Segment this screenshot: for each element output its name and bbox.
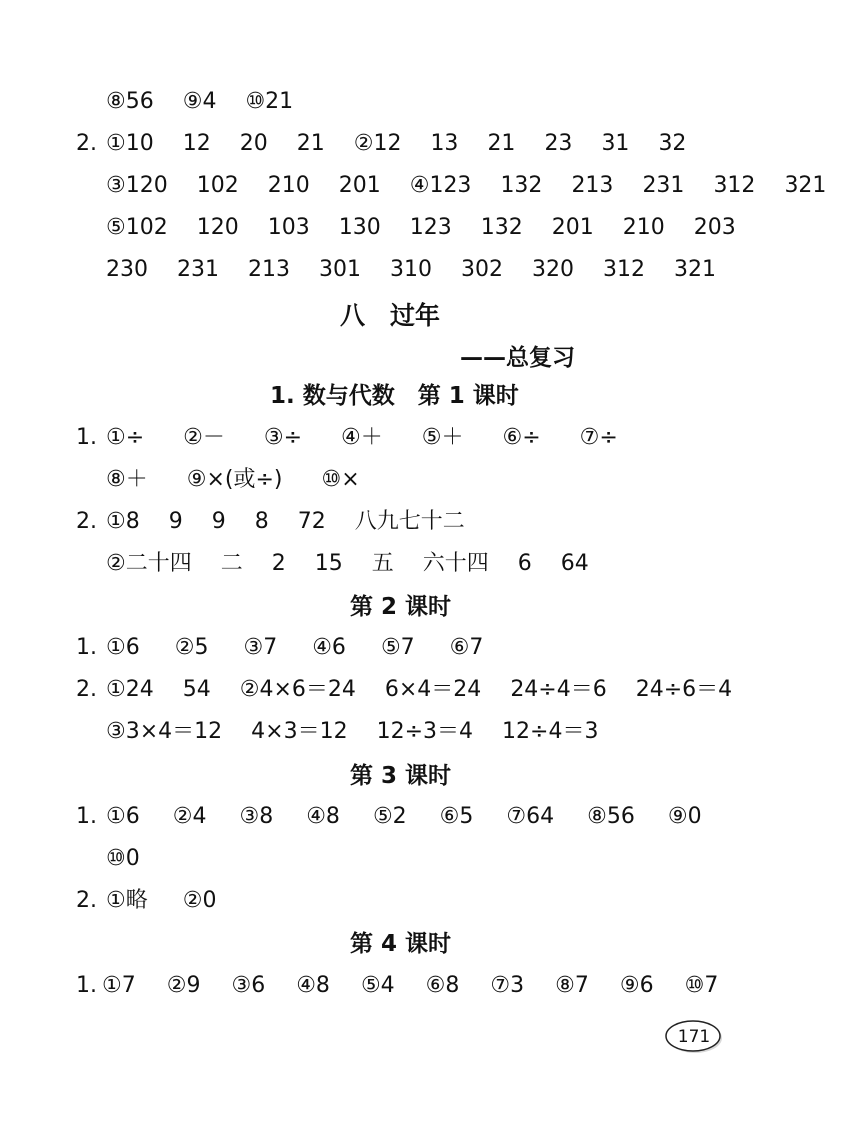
answer-item: 31 — [601, 131, 630, 156]
answer-item: 132 — [500, 173, 543, 198]
answer-item: 六十四 — [422, 551, 489, 576]
answer-item: 210 — [267, 173, 310, 198]
answer-item: 20 — [239, 131, 268, 156]
answer-line-3 — [106, 172, 848, 200]
answer-item: 120 — [196, 215, 239, 240]
answer-item: 210 — [622, 215, 665, 240]
answer-item: ⑧56 — [106, 89, 154, 114]
answer-item: 4×3＝12 — [251, 719, 348, 744]
answer-item: ③120 — [106, 173, 168, 198]
answer-item: ④6 — [312, 635, 346, 660]
answer-item: ⑤＋ — [421, 425, 464, 450]
question-number: 1. — [76, 425, 97, 450]
answer-item: 201 — [338, 173, 381, 198]
answer-item: 102 — [196, 173, 239, 198]
answer-item: 9 — [211, 509, 226, 534]
answer-item: 312 — [603, 257, 645, 282]
answer-item: ②5 — [174, 635, 209, 660]
answer-item: ⑤102 — [106, 215, 168, 240]
answer-item: 302 — [461, 257, 503, 282]
answer-item: 13 — [430, 131, 459, 156]
answer-item: ⑥8 — [425, 973, 460, 998]
answer-line — [106, 466, 382, 494]
answer-item: ②－ — [183, 425, 225, 450]
answer-item: 103 — [267, 215, 310, 240]
answer-item: ⑤2 — [372, 804, 407, 829]
answer-item: 6 — [517, 551, 532, 576]
answer-item: 21 — [296, 131, 325, 156]
section-title: 第 3 课时 — [350, 763, 452, 789]
answer-item: 312 — [713, 173, 756, 198]
page-number: 171 — [677, 1027, 711, 1047]
answer-item: 201 — [551, 215, 594, 240]
page-number-badge — [665, 1020, 723, 1054]
section-title: 1. 数与代数 第 1 课时 — [270, 383, 519, 409]
answer-item: 2 — [271, 551, 286, 576]
answer-item: 五 — [371, 551, 394, 576]
answer-item: 24÷4＝6 — [510, 677, 607, 702]
answer-item: ⑤7 — [380, 635, 415, 660]
answer-item: ⑩7 — [684, 973, 719, 998]
answer-item: ⑩× — [321, 467, 360, 492]
answer-item: ⑥5 — [439, 804, 474, 829]
answer-item: 321 — [674, 257, 716, 282]
answer-item: 32 — [658, 131, 687, 156]
answer-item: 八九七十二 — [354, 509, 465, 534]
answer-item: 72 — [297, 509, 326, 534]
answer-item: ③8 — [239, 804, 274, 829]
answer-line — [106, 718, 620, 746]
question-number: 2. — [76, 677, 97, 702]
answer-item: ①6 — [106, 635, 140, 660]
answer-line-4 — [106, 214, 758, 242]
answer-item: ⑦3 — [490, 973, 525, 998]
answer-item: 230 — [106, 257, 148, 282]
answer-line — [106, 550, 611, 578]
answer-item: ②4 — [172, 804, 207, 829]
answer-item: 12÷4＝3 — [502, 719, 599, 744]
answer-line-1 — [106, 88, 315, 116]
answer-item: ②二十四 — [106, 551, 192, 576]
answer-item: 203 — [693, 215, 736, 240]
chapter-title: 八 过年 — [340, 301, 441, 330]
answer-item: ②12 — [353, 131, 402, 156]
answer-item: ⑧56 — [587, 804, 635, 829]
answer-item: 64 — [560, 551, 589, 576]
answer-item: ⑨0 — [667, 804, 702, 829]
answer-item: ④8 — [306, 804, 340, 829]
answer-item: ④＋ — [341, 425, 383, 450]
question-number: 1. — [76, 804, 97, 829]
answer-item: 321 — [784, 173, 827, 198]
answer-item: ⑨4 — [182, 89, 217, 114]
answer-item: 8 — [254, 509, 269, 534]
answer-item: ⑥7 — [449, 635, 484, 660]
answer-item: 6×4＝24 — [384, 677, 482, 702]
question-number: 2. — [76, 888, 97, 913]
section-title: 第 4 课时 — [350, 931, 452, 957]
question-number: 2. — [76, 509, 97, 534]
answer-item: 12 — [182, 131, 211, 156]
answer-item: ⑩0 — [106, 846, 140, 871]
answer-item: 213 — [248, 257, 290, 282]
answer-item: ②0 — [182, 888, 217, 913]
answer-item: ⑤4 — [360, 973, 395, 998]
answer-item: ①10 — [106, 131, 154, 156]
section-title: 第 2 课时 — [350, 594, 452, 620]
answer-item: 21 — [487, 131, 516, 156]
answer-item: ③6 — [231, 973, 266, 998]
answer-line — [106, 845, 162, 873]
answer-item: 123 — [409, 215, 452, 240]
answer-item: ③3×4＝12 — [106, 719, 223, 744]
question-number: 2. — [76, 131, 97, 156]
answer-item: ③7 — [243, 635, 278, 660]
answer-item: 12÷3＝4 — [376, 719, 474, 744]
answer-item: ④8 — [296, 973, 330, 998]
answer-item: ①24 — [106, 677, 154, 702]
answer-item: 9 — [168, 509, 183, 534]
answer-item: 231 — [177, 257, 219, 282]
answer-item: ⑧＋ — [106, 467, 148, 492]
answer-item: ①略 — [106, 888, 148, 913]
answer-item: ⑦64 — [506, 804, 555, 829]
answer-item: ⑨×(或÷) — [186, 467, 283, 492]
answer-item: 132 — [480, 215, 523, 240]
question-number: 1. — [76, 635, 97, 660]
question-number: 1. — [76, 973, 97, 998]
answer-line-5 — [106, 256, 738, 284]
answer-item: ①8 — [106, 509, 140, 534]
answer-item: 24÷6＝4 — [635, 677, 733, 702]
answer-item: ⑦÷ — [579, 425, 618, 450]
answer-item: 二 — [220, 551, 243, 576]
answer-item: 213 — [571, 173, 614, 198]
answer-item: ⑥÷ — [502, 425, 541, 450]
answer-item: 23 — [544, 131, 573, 156]
answer-item: 320 — [532, 257, 574, 282]
answer-item: ①7 — [102, 973, 136, 998]
chapter-subtitle: ——总复习 — [460, 345, 575, 371]
answer-item: ⑩21 — [245, 89, 294, 114]
answer-item: 15 — [314, 551, 343, 576]
answer-item: 54 — [182, 677, 211, 702]
answer-item: ②4×6＝24 — [239, 677, 356, 702]
answer-item: ①÷ — [106, 425, 145, 450]
answer-item: ①6 — [106, 804, 140, 829]
answer-item: 301 — [319, 257, 361, 282]
answer-item: ⑧7 — [555, 973, 589, 998]
answer-item: 130 — [338, 215, 381, 240]
answer-item: ⑨6 — [619, 973, 654, 998]
answer-item: 231 — [642, 173, 685, 198]
answer-item: 310 — [390, 257, 432, 282]
answer-item: ④123 — [409, 173, 472, 198]
answer-item: ③÷ — [263, 425, 303, 450]
answer-item: ②9 — [166, 973, 201, 998]
